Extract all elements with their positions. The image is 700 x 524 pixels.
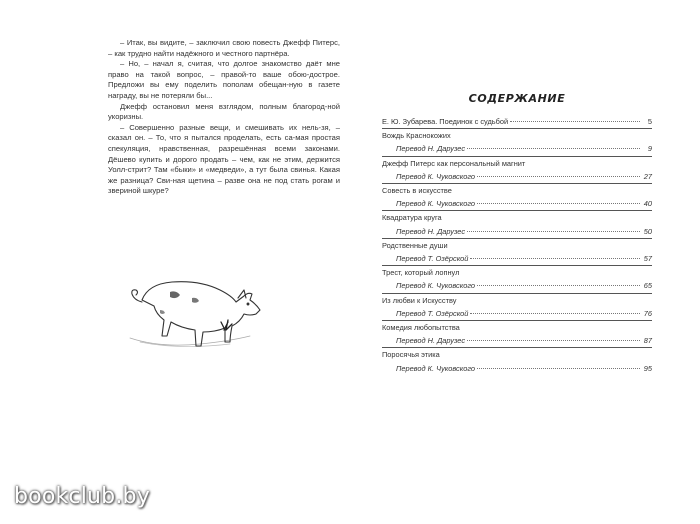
paragraph: – Итак, вы видите, – заключил свою повесть Джефф Питерс, – как трудно найти надёжного и честного партнёра.: [108, 38, 340, 58]
toc-entry-line: [382, 129, 652, 142]
table-of-contents: [382, 92, 652, 375]
toc-translator: Перевод Т. Озёрской: [396, 254, 469, 264]
paragraph: – Совершенно разные вещи, и смешивать их нель-зя, – сказал он. – То, что я пытался проделать, есть са-мая простая спекуляция, нравственная, разрешённая всеми законами. Дёшево купить и дорого продать – чем, как не этим, держится Уолл-стрит? Там «быки» и «медведи», а тут была свинья. Какая же разница? Сви-ная щетина – разве она не под стать рогам и звериной шкуре?: [108, 122, 340, 196]
toc-entry-line: [382, 211, 652, 224]
toc-entry-title: Джефф Питерс как персональный магнит: [382, 158, 526, 168]
toc-entry-title: Совесть в искусстве: [382, 186, 452, 196]
toc-entry-line: [382, 157, 652, 170]
toc-translator-line: [382, 334, 652, 347]
toc-entry: [382, 183, 652, 210]
toc-entry: [382, 128, 652, 155]
toc-page-number: 40: [643, 199, 652, 209]
paragraph: – Но, – начал я, считая, что долгое знакомство даёт мне право на такой вопрос, – правой-то ваше обою-дострое. Предложи вы ему поделить пополам обещан-ную в газете награду, вы не потеряли бы...: [108, 59, 340, 100]
toc-entry-line: [382, 321, 652, 334]
dot-leader: [467, 340, 640, 341]
toc-entry-title: Вождь Краснокожих: [382, 131, 451, 141]
toc-entry-line: [382, 184, 652, 197]
toc-translator: Перевод К. Чуковского: [396, 363, 476, 373]
toc-page-number: 57: [643, 254, 652, 264]
toc-entry-title: Из любви к Искусству: [382, 295, 457, 305]
toc-translator: Перевод К. Чуковского: [396, 281, 476, 291]
toc-entry-line: [382, 115, 652, 128]
toc-translator-line: [382, 170, 652, 183]
toc-entry: [382, 156, 652, 183]
toc-translator: Перевод Т. Озёрской: [396, 308, 469, 318]
toc-translator-line: [382, 197, 652, 210]
toc-title: СОДЕРЖАНИЕ: [468, 92, 566, 105]
dot-leader: [477, 176, 640, 177]
dot-leader: [470, 313, 640, 314]
toc-entry: [382, 293, 652, 320]
pig-illustration: [120, 258, 270, 354]
toc-page-number: 27: [643, 171, 652, 181]
toc-entry: [382, 115, 652, 128]
dot-leader: [477, 203, 640, 204]
toc-entry-title: Е. Ю. Зубарева. Поединок с судьбой: [382, 117, 509, 126]
toc-translator-line: [382, 307, 652, 320]
toc-entry-line: [382, 294, 652, 307]
toc-list: [382, 115, 652, 375]
toc-page-number: 87: [643, 336, 652, 346]
toc-entry-line: [382, 348, 652, 361]
toc-page-number: 50: [643, 226, 652, 236]
dot-leader: [477, 368, 640, 369]
toc-translator: Перевод К. Чуковского: [396, 199, 476, 209]
toc-translator-line: [382, 225, 652, 238]
toc-translator: Перевод Н. Дарузес: [396, 336, 466, 346]
dot-leader: [477, 285, 640, 286]
toc-translator-line: [382, 142, 652, 155]
toc-translator-line: [382, 252, 652, 265]
toc-translator-line: [382, 279, 652, 292]
toc-entry: [382, 238, 652, 265]
left-page-text: [108, 38, 340, 197]
dot-leader: [510, 121, 640, 122]
toc-page-number: 95: [643, 363, 652, 373]
toc-entry: [382, 320, 652, 347]
toc-page-number: 5: [647, 117, 652, 126]
toc-page-number: 9: [647, 144, 652, 154]
toc-translator: Перевод К. Чуковского: [396, 171, 476, 181]
toc-translator-line: [382, 362, 652, 375]
watermark: bookclub.by: [14, 484, 150, 509]
toc-page-number: 65: [643, 281, 652, 291]
dot-leader: [467, 148, 640, 149]
toc-entry: [382, 210, 652, 237]
dot-leader: [467, 231, 640, 232]
toc-entry-line: [382, 239, 652, 252]
dot-leader: [470, 258, 640, 259]
toc-entry-title: Квадратура круга: [382, 213, 442, 223]
toc-translator: Перевод Н. Дарузес: [396, 144, 466, 154]
paragraph: Джефф остановил меня взглядом, полным благород-ной укоризны.: [108, 101, 340, 122]
toc-entry-title: Родственные души: [382, 240, 448, 250]
toc-entry: [382, 347, 652, 374]
toc-entry-title: Комедия любопытства: [382, 323, 460, 333]
toc-entry-title: Трест, который лопнул: [382, 268, 460, 278]
toc-entry-line: [382, 266, 652, 279]
toc-translator: Перевод Н. Дарузес: [396, 226, 466, 236]
toc-entry: [382, 265, 652, 292]
toc-page-number: 76: [643, 308, 652, 318]
toc-entry-title: Поросячья этика: [382, 350, 440, 360]
